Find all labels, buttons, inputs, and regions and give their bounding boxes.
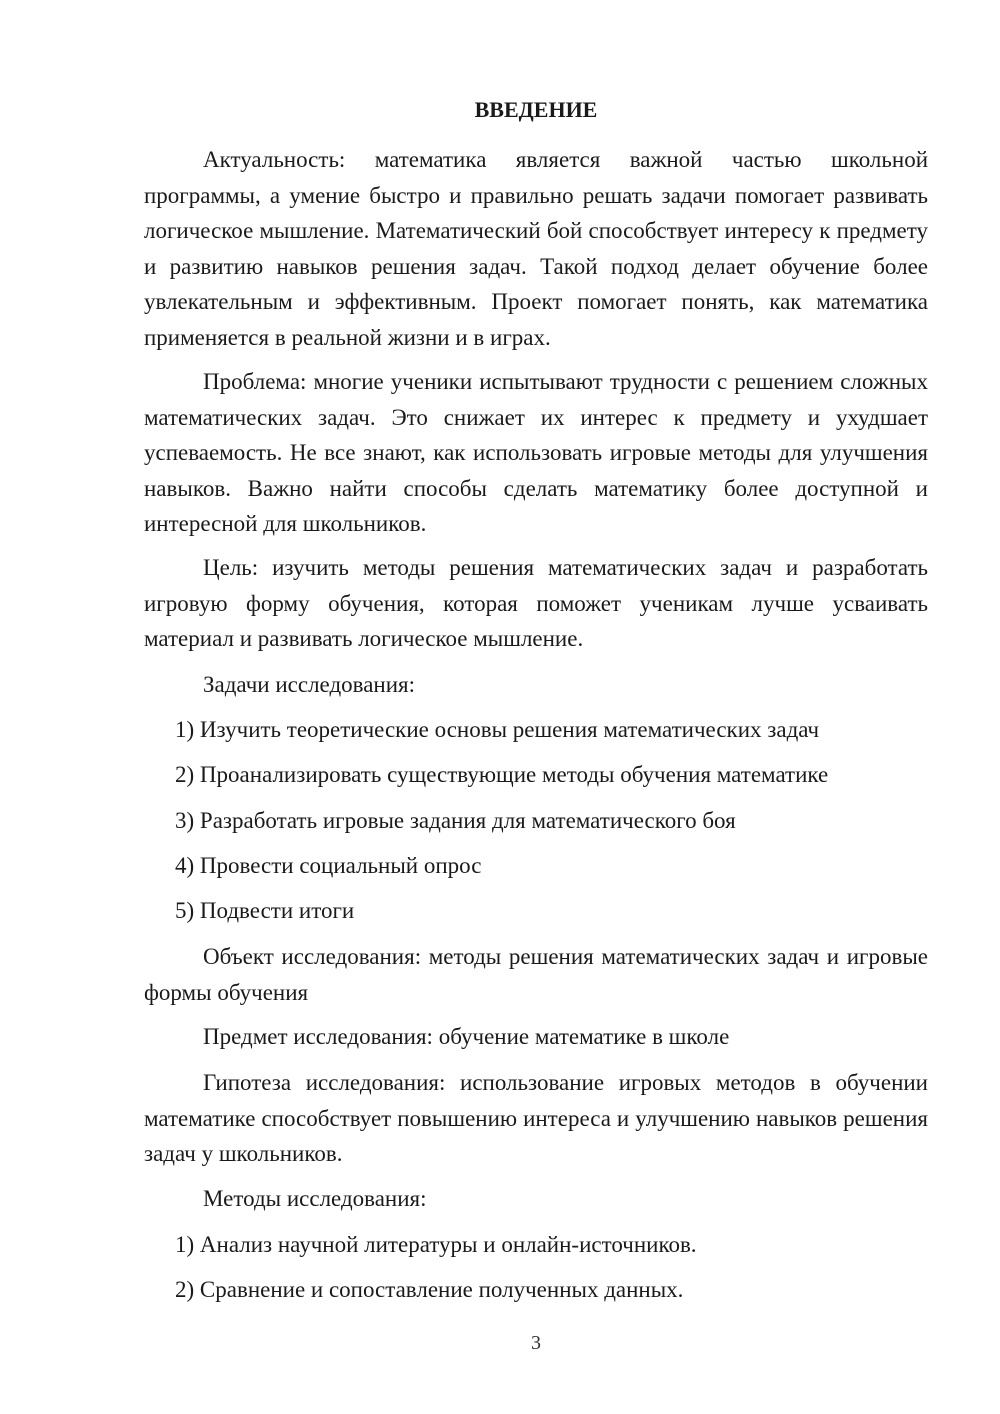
method-item: 2) Сравнение и сопоставление полученных данных. [175,1277,684,1302]
task-item: 3) Разработать игровые задания для математического боя [175,808,736,833]
object-paragraph: Объект исследования: методы решения математических задач и игровые формы обучения [144,944,928,1005]
problem-paragraph: Проблема: многие ученики испытывают трудности с решением сложных математических задач. Это снижает их интерес к предмету и ухудшает успеваемость. Не все знают, как использовать игровые методы для улучшения навыков. Важно найти способы сделать математику более доступной и интересной для школьников. [144,369,928,536]
methods-label: Методы исследования: [203,1186,427,1211]
method-item: 1) Анализ научной литературы и онлайн-источников. [175,1232,697,1257]
task-item: 4) Провести социальный опрос [175,853,482,878]
hypothesis-paragraph: Гипотеза исследования: использование игровых методов в обучении математике способствует повышению интереса и улучшению навыков решения задач у школьников. [144,1070,928,1166]
task-item: 1) Изучить теоретические основы решения математических задач [175,717,820,742]
tasks-label: Задачи исследования: [203,672,416,697]
section-heading: ВВЕДЕНИЕ [474,97,598,122]
page-number: 3 [531,1332,541,1354]
goal-paragraph: Цель: изучить методы решения математических задач и разработать игровую форму обучения, которая поможет ученикам лучше усваивать материал и развивать логическое мышление. [144,555,928,651]
task-item: 5) Подвести итоги [175,898,355,923]
subject-line: Предмет исследования: обучение математике в школе [203,1024,730,1049]
relevance-paragraph: Актуальность: математика является важной частью школьной программы, а умение быстро и правильно решать задачи помогает развивать логическое мышление. Математический бой способствует интересу к предмету и развитию навыков решения задач. Такой подход делает обучение более увлекательным и эффективным. Проект помогает понять, как математика применяется в реальной жизни и в играх. [144,147,928,350]
task-item: 2) Проанализировать существующие методы обучения математике [175,762,829,787]
